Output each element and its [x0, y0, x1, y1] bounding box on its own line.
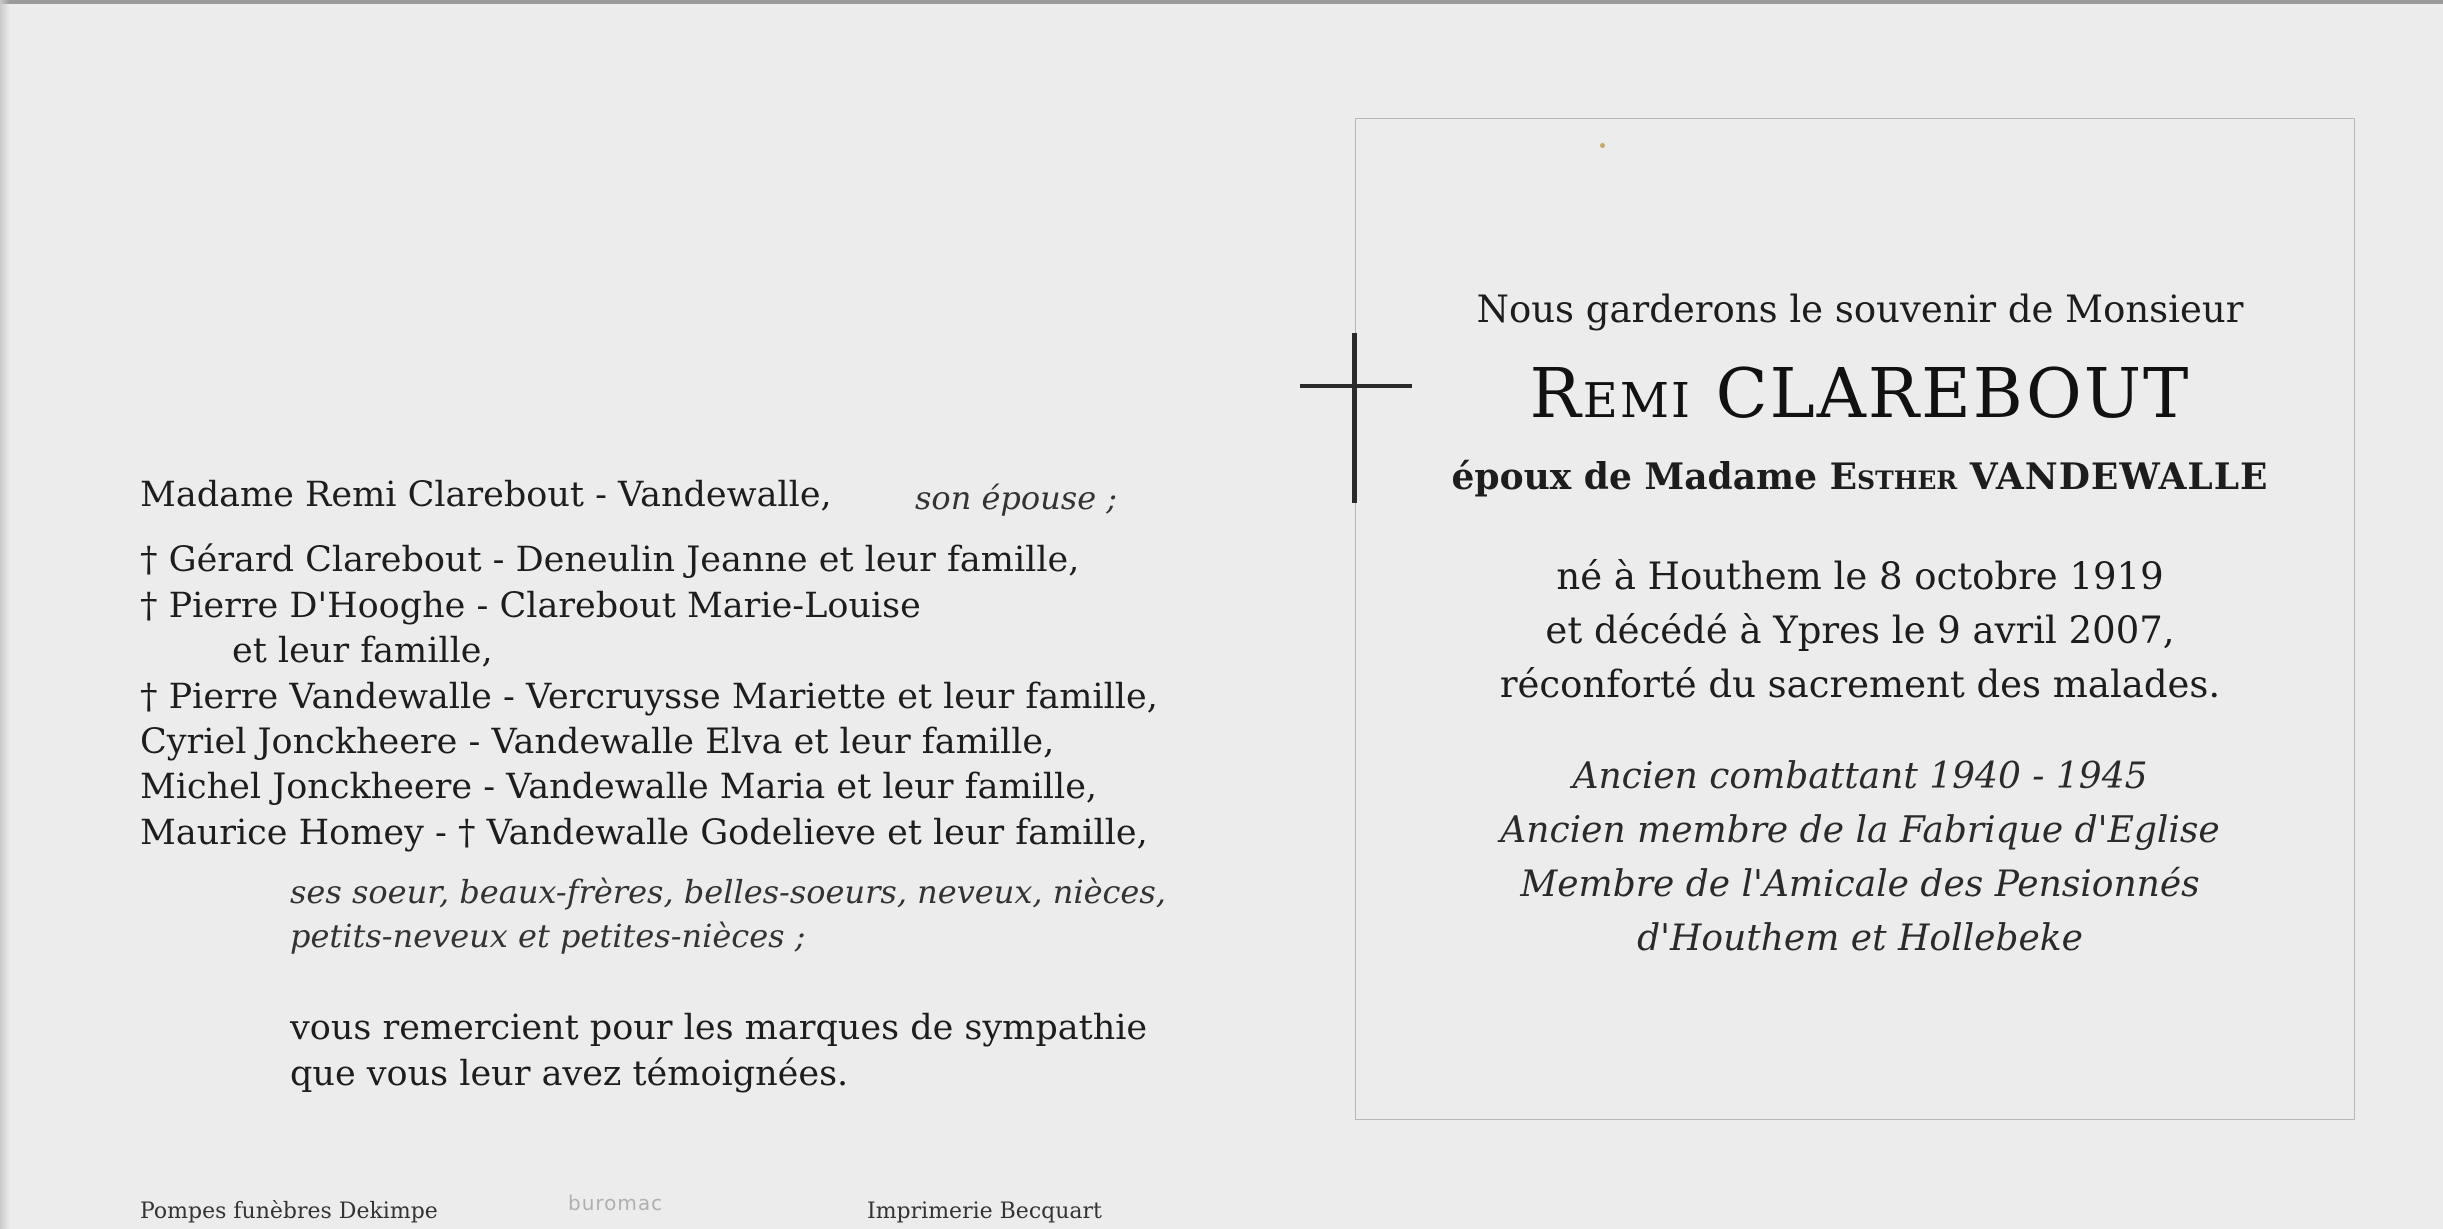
family-line-3: et leur famille,: [232, 631, 493, 671]
buromac-mark: buromac: [568, 1191, 664, 1215]
page-top-edge: [0, 0, 2443, 4]
family-line-1: † Gérard Clarebout - Deneulin Jeanne et leur famille,: [140, 540, 1080, 580]
family-line-5: Cyriel Jonckheere - Vandewalle Elva et leur famille,: [140, 722, 1055, 762]
family-line-6: Michel Jonckheere - Vandewalle Maria et leur famille,: [140, 767, 1098, 807]
name-last: CLAREBOUT: [1715, 355, 2191, 434]
death-line: et décédé à Ypres le 9 avril 2007,: [1545, 609, 2175, 652]
spouse-last: VANDEWALLE: [1969, 456, 2269, 498]
sacrament-line: réconforté du sacrement des malades.: [1499, 663, 2221, 706]
thanks-line-2: que vous leur avez témoignées.: [290, 1054, 849, 1094]
widow-name: Madame Remi Clarebout - Vandewalle,: [140, 475, 832, 515]
deceased-name: [1360, 355, 2360, 434]
funeral-home-credit: Pompes funèbres Dekimpe: [140, 1199, 438, 1224]
relatives-line-1: ses soeur, beaux-frères, belles-soeurs, neveux, nièces,: [290, 873, 1166, 911]
title-line-4: d'Houthem et Hollebeke: [1637, 918, 2083, 959]
title-line-2: Ancien membre de la Fabrique d'Eglise: [1500, 810, 2220, 851]
fold-shadow: [0, 0, 10, 1229]
thanks-line-1: vous remercient pour les marques de sympathie: [290, 1008, 1148, 1048]
printer-credit: Imprimerie Becquart: [867, 1199, 1102, 1224]
life-dates: [1360, 550, 2360, 712]
spouse-line: [1360, 456, 2360, 498]
title-line-3: Membre de l'Amicale des Pensionnés: [1520, 864, 2200, 905]
spouse-first: Esther: [1829, 456, 1958, 498]
name-first: Remi: [1529, 355, 1692, 434]
relatives-line-2: petits-neveux et petites-nièces ;: [290, 917, 806, 955]
family-line-2: † Pierre D'Hooghe - Clarebout Marie-Louise: [140, 586, 921, 626]
intro-text: Nous garderons le souvenir de Monsieur: [1476, 288, 2244, 331]
widow-relation: son épouse ;: [915, 479, 1118, 517]
family-line-4: † Pierre Vandewalle - Vercruysse Mariette et leur famille,: [140, 677, 1158, 717]
titles-block: [1360, 750, 2360, 966]
family-line-7: Maurice Homey - † Vandewalle Godelieve et leur famille,: [140, 813, 1148, 853]
title-line-1: Ancien combattant 1940 - 1945: [1572, 756, 2148, 797]
spouse-prefix: époux de Madame: [1451, 456, 1818, 498]
paper-speck: [1600, 143, 1605, 148]
birth-line: né à Houthem le 8 octobre 1919: [1556, 555, 2164, 598]
